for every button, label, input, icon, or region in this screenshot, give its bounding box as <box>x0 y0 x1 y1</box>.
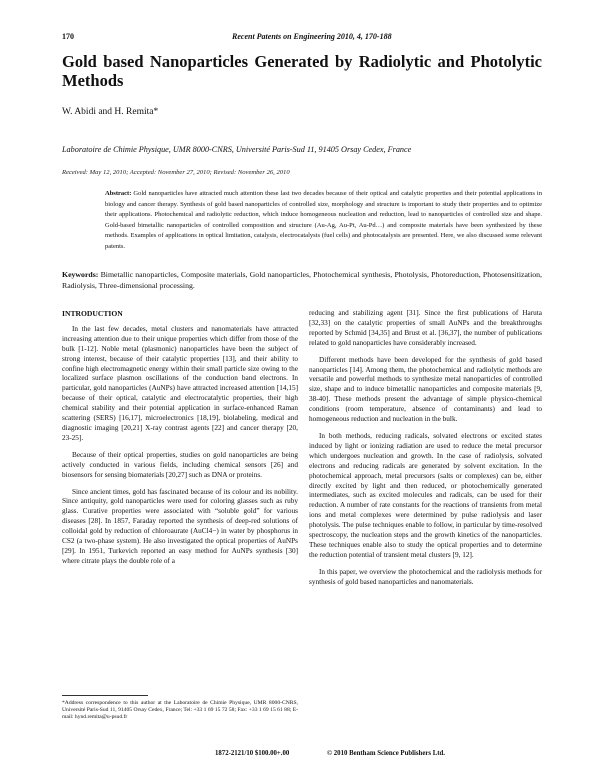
abstract-text: Gold nanoparticles have attracted much attention these last two decades because of their optical and catalytic properties and their potential applications in biology and cancer therapy. Synthesis of gold based nanoparticles of controlled size, morphology and structure is important to study their properties and to optimize their applications. Photochemical and radiolytic reduction, which induce homogeneous nucleation and reduction, lead to nanoparticles of controlled size and shape. Gold-based bimetallic nanoparticles of controlled composition and structure (Au-Ag, Au-Pt, Au-Pd…) and composite materials have been synthesized by these methods. Examples of applications in optical limitation, catalysis, electrocatalysis (fuel cells) and photocatalysis are presented. Here, we also discussed some relevant patents. <box>105 190 542 250</box>
submission-dates: Received: May 12, 2010; Accepted: November 27, 2010; Revised: November 26, 2010 <box>62 169 290 176</box>
footnote-divider <box>62 695 148 696</box>
paragraph: Since ancient times, gold has fascinated because of its colour and its nobility. Since antiquity, gold nanoparticles were used for coloring glasses such as ruby glass. Curative properties were associated with “soluble gold” for various diseases [28]. In 1857, Faraday reported the synthesis of deep-red solutions of colloidal gold by reduction of chloroaurate (AuCl4−) in water by phosphorus in CS2 (a two-phase system). He also investigated the optical properties of AuNPs [29]. In 1951, Turkevich reported an easy method for AuNPs synthesis [30] where citrate plays the double role of a <box>62 487 298 565</box>
paragraph: reducing and stabilizing agent [31]. Since the first publications of Haruta [32,33] on the catalytic properties of small AuNPs and the breakthroughs reported by Schmid [34,35] and Brust et al. [36,37], the number of publications related to gold nanoparticles have considerably increased. <box>309 309 542 347</box>
journal-citation: Recent Patents on Engineering 2010, 4, 170-188 <box>232 32 392 41</box>
page-number: 170 <box>62 32 74 41</box>
keywords-text: Bimetallic nanoparticles, Composite materials, Gold nanoparticles, Photochemical synthesis, Photolysis, Photoreduction, Photosensitization, Radiolysis, Three-dimensional processing. <box>62 270 542 290</box>
paragraph: Different methods have been developed for the synthesis of gold based nanoparticles [14]. Among them, the photochemical and radiolytic methods are versatile and powerful methods to synthesize metal nanoparticles of controlled size, shape and to induce bimetallic nanoparticles and composite materials [9, 38-40]. These methods present the advantage of simple physico-chemical conditions (room temperature, absence of contaminants) and lead to homogeneous reduction and nucleation in the bulk. <box>309 355 542 424</box>
section-heading-introduction: INTRODUCTION <box>62 309 123 318</box>
affiliation: Laboratoire de Chimie Physique, UMR 8000-CNRS, Université Paris-Sud 11, 91405 Orsay Cedex, France <box>62 145 412 154</box>
abstract <box>105 189 542 253</box>
correspondence-footnote: *Address correspondence to this author at the Laboratoire de Chimie Physique, UMR 8000-CNRS, Université Paris-Sud 11, 91405 Orsay Cedex, France; Tel: +33 1 69 15 72 58; Fax: +33 1 69 15 61 88; E-mail: hynd.remita@u-psud.fr <box>62 700 298 721</box>
left-column <box>62 309 298 574</box>
authors: W. Abidi and H. Remita* <box>62 107 159 117</box>
paragraph: In both methods, reducing radicals, solvated electrons or excited states induced by light or ionizing radiation are used to reduce the metal precursor which undergoes nucleation and growth. In the case of radiolysis, solvated electrons and reducing radicals are generated by solvent excitation. In the photochemical approach, metal precursors (salts or complexes) can be, either directly excited by light and then reduced, or photochemically generated intermediates, such as excited molecules and radicals, can be used for their reduction. A number of rate constants for the reactions of transients from metal ions and metal complexes were determined by pulse radiolysis and laser photolysis. The pulse techniques enable to follow, in particular by time-resolved spectroscopy, the nucleation steps and the growth kinetics of the nanoparticles. These techniques enable also to study the optical properties and to determine the reduction potential of transient metal clusters [9, 12]. <box>309 431 542 559</box>
paper-title: Gold based Nanoparticles Generated by Radiolytic and Photolytic Methods <box>62 52 542 90</box>
issn-price: 1872-2121/10 $100.00+.00 <box>215 750 290 757</box>
paragraph: In the last few decades, metal clusters and nanomaterials have attracted increasing attention due to their unique properties which differ from those of the bulk [1-12]. Noble metal (plasmonic) nanoparticles have been the subject of strong interest, because of their catalytic properties [13], and their ability to confine high electromagnetic energy within their small particle size owing to the localized surface plasmon oscillations of the conduction band electrons. In particular, gold nanoparticles (AuNPs) have attracted increased attention [14,15] because of their optical, catalytic and electrocatalytic properties, their high chemical stability and their potential application in surface-enhanced Raman scattering (SERS) [16,17], microelectronics [18,19], biolabeling, medical and diagnostic imaging [20,21] X-ray contrast agents [22] and cancer therapy [20, 23-25]. <box>62 324 298 442</box>
paragraph: Because of their optical properties, studies on gold nanoparticles are being actively conducted in various fields, including chemical sensors [26] and biosensors for sensing biomaterials [20,27] such as DNA or proteins. <box>62 450 298 479</box>
keywords <box>62 269 542 291</box>
abstract-label: Abstract: <box>105 190 132 197</box>
keywords-label: Keywords: <box>62 270 99 279</box>
paragraph: In this paper, we overview the photochemical and the radiolysis methods for synthesis of gold based nanoparticles and nanomaterials. <box>309 567 542 586</box>
right-column <box>309 309 542 595</box>
copyright: © 2010 Bentham Science Publishers Ltd. <box>327 750 445 757</box>
